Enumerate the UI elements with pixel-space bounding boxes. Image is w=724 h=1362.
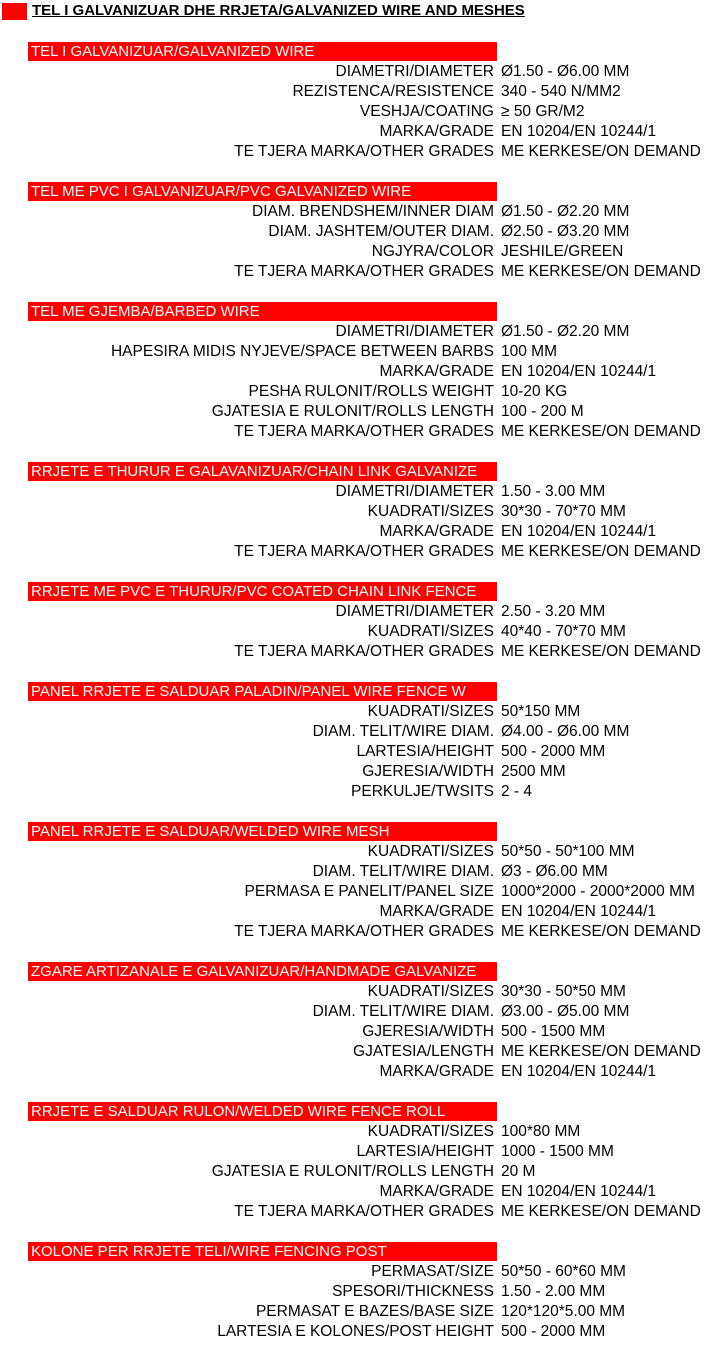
section-header[interactable]: [28, 582, 497, 601]
spec-row: [0, 762, 724, 782]
spec-value[interactable]: 120*120*5.00 MM: [501, 1303, 626, 1320]
spec-value[interactable]: 100 - 200 M: [501, 403, 584, 420]
spec-value[interactable]: EN 10204/EN 10244/1: [501, 523, 657, 540]
spec-row: [0, 1042, 724, 1062]
spec-label[interactable]: NGJYRA/COLOR: [371, 243, 494, 260]
spec-row: [0, 502, 724, 522]
spec-label[interactable]: GJATESIA E RULONIT/ROLLS LENGTH: [211, 403, 494, 420]
spec-label[interactable]: GJERESIA/WIDTH: [362, 1023, 494, 1040]
spec-value[interactable]: 500 - 2000 MM: [501, 743, 606, 760]
spec-value[interactable]: EN 10204/EN 10244/1: [501, 1183, 657, 1200]
section-header-text: RRJETE E THURUR E GALAVANIZUAR/CHAIN LINK GALVANIZE: [31, 463, 478, 480]
spec-value[interactable]: 20 M: [501, 1163, 536, 1180]
spec-value[interactable]: Ø4.00 - Ø6.00 MM: [501, 723, 630, 740]
spec-label[interactable]: GJERESIA/WIDTH: [362, 763, 494, 780]
spec-label[interactable]: TE TJERA MARKA/OTHER GRADES: [234, 263, 494, 280]
spec-value[interactable]: EN 10204/EN 10244/1: [501, 1063, 657, 1080]
spec-value[interactable]: Ø3.00 - Ø5.00 MM: [501, 1003, 630, 1020]
spec-label[interactable]: LARTESIA/HEIGHT: [356, 1143, 494, 1160]
spec-value[interactable]: JESHILE/GREEN: [501, 243, 624, 260]
spec-row: [0, 842, 724, 862]
section-header-text: PANEL RRJETE E SALDUAR/WELDED WIRE MESH: [31, 823, 390, 840]
spec-row: [0, 1302, 724, 1322]
spec-label[interactable]: DIAM. BRENDSHEM/INNER DIAM: [252, 203, 494, 220]
spec-label[interactable]: LARTESIA E KOLONES/POST HEIGHT: [217, 1323, 494, 1340]
spec-row: [0, 82, 724, 102]
spec-label[interactable]: KUADRATI/SIZES: [367, 1123, 494, 1140]
spec-row: [0, 1202, 724, 1222]
spec-row: [0, 622, 724, 642]
section-header[interactable]: [28, 1102, 497, 1121]
spec-value[interactable]: 100*80 MM: [501, 1123, 581, 1140]
section-header-text: ZGARE ARTIZANALE E GALVANIZUAR/HANDMADE GALVANIZE: [31, 963, 477, 980]
section-header[interactable]: [28, 822, 497, 841]
spec-value[interactable]: EN 10204/EN 10244/1: [501, 903, 657, 920]
spec-row: [0, 262, 724, 282]
spec-value[interactable]: ME KERKESE/ON DEMAND: [501, 923, 701, 940]
spec-row: [0, 322, 724, 342]
section-header[interactable]: [28, 42, 497, 61]
page-title: TEL I GALVANIZUAR DHE RRJETA/GALVANIZED WIRE AND MESHES: [32, 2, 525, 19]
spec-value[interactable]: 1000*2000 - 2000*2000 MM: [501, 883, 695, 900]
spec-value[interactable]: 1.50 - 3.00 MM: [501, 483, 606, 500]
spec-value[interactable]: ME KERKESE/ON DEMAND: [501, 1043, 701, 1060]
spec-row: [0, 1262, 724, 1282]
section-header-text: TEL ME PVC I GALVANIZUAR/PVC GALVANIZED WIRE: [31, 183, 412, 200]
spec-value[interactable]: ME KERKESE/ON DEMAND: [501, 543, 701, 560]
spec-row: [0, 242, 724, 262]
spec-row: [0, 62, 724, 82]
spec-label[interactable]: KUADRATI/SIZES: [367, 703, 494, 720]
spec-label[interactable]: MARKA/GRADE: [379, 903, 494, 920]
spec-value[interactable]: ME KERKESE/ON DEMAND: [501, 143, 701, 160]
spec-label[interactable]: TE TJERA MARKA/OTHER GRADES: [234, 643, 494, 660]
spec-section: [0, 962, 724, 1083]
spec-label[interactable]: GJATESIA/LENGTH: [353, 1043, 494, 1060]
section-header-text: RRJETE ME PVC E THURUR/PVC COATED CHAIN LINK FENCE: [31, 583, 477, 600]
spec-label[interactable]: DIAM. JASHTEM/OUTER DIAM.: [268, 223, 494, 240]
spec-row: [0, 522, 724, 542]
section-header[interactable]: [28, 1242, 497, 1261]
spec-row: [0, 342, 724, 362]
spec-row: [0, 422, 724, 442]
spec-row: [0, 1122, 724, 1142]
spec-value[interactable]: 340 - 540 N/MM2: [501, 83, 621, 100]
spec-value[interactable]: 2 - 4: [501, 783, 533, 800]
spec-value[interactable]: 1000 - 1500 MM: [501, 1143, 614, 1160]
spec-value[interactable]: 30*30 - 70*70 MM: [501, 503, 626, 520]
spec-row: [0, 202, 724, 222]
spec-value[interactable]: 50*50 - 60*60 MM: [501, 1263, 626, 1280]
spec-value[interactable]: ME KERKESE/ON DEMAND: [501, 423, 701, 440]
section-header[interactable]: [28, 302, 497, 321]
spec-row: [0, 722, 724, 742]
spec-label[interactable]: REZISTENCA/RESISTENCE: [292, 83, 494, 100]
spec-row: [0, 1022, 724, 1042]
section-header-text: PANEL RRJETE E SALDUAR PALADIN/PANEL WIRE FENCE W: [31, 683, 466, 700]
title-row: [0, 2, 724, 20]
spec-label[interactable]: KUADRATI/SIZES: [367, 983, 494, 1000]
spec-row: [0, 382, 724, 402]
spec-row: [0, 542, 724, 562]
spec-label[interactable]: PERMASA E PANELIT/PANEL SIZE: [244, 883, 494, 900]
spec-row: [0, 742, 724, 762]
section-header-text: TEL I GALVANIZUAR/GALVANIZED WIRE: [31, 43, 315, 60]
spec-value[interactable]: 50*50 - 50*100 MM: [501, 843, 635, 860]
spec-label[interactable]: DIAMETRI/DIAMETER: [335, 323, 494, 340]
spec-row: [0, 602, 724, 622]
spec-section: [0, 822, 724, 943]
spec-value[interactable]: Ø1.50 - Ø2.20 MM: [501, 203, 630, 220]
spec-value[interactable]: Ø1.50 - Ø6.00 MM: [501, 63, 630, 80]
spec-section: [0, 42, 724, 163]
spec-row: [0, 1322, 724, 1342]
spec-label[interactable]: HAPESIRA MIDIS NYJEVE/SPACE BETWEEN BARBS: [110, 343, 494, 360]
spec-section: [0, 1102, 724, 1223]
title-marker[interactable]: [2, 3, 27, 20]
spec-label[interactable]: VESHJA/COATING: [359, 103, 494, 120]
spec-row: [0, 402, 724, 422]
section-header[interactable]: [28, 682, 497, 701]
spec-row: [0, 922, 724, 942]
spec-section: [0, 182, 724, 283]
spec-value[interactable]: EN 10204/EN 10244/1: [501, 363, 657, 380]
spec-label[interactable]: TE TJERA MARKA/OTHER GRADES: [234, 423, 494, 440]
spec-row: [0, 362, 724, 382]
section-header[interactable]: [28, 962, 497, 981]
spec-label[interactable]: MARKA/GRADE: [379, 363, 494, 380]
spec-row: [0, 482, 724, 502]
spec-row: [0, 142, 724, 162]
spec-row: [0, 1282, 724, 1302]
spec-value[interactable]: 40*40 - 70*70 MM: [501, 623, 626, 640]
spec-row: [0, 902, 724, 922]
spec-label[interactable]: LARTESIA/HEIGHT: [356, 743, 494, 760]
spec-value[interactable]: Ø2.50 - Ø3.20 MM: [501, 223, 630, 240]
spec-row: [0, 122, 724, 142]
spec-value[interactable]: Ø1.50 - Ø2.20 MM: [501, 323, 630, 340]
spec-label[interactable]: PERMASAT/SIZE: [371, 1263, 494, 1280]
spec-row: [0, 862, 724, 882]
spec-label[interactable]: PERKULJE/TWSITS: [351, 783, 494, 800]
spec-row: [0, 222, 724, 242]
spec-value[interactable]: ME KERKESE/ON DEMAND: [501, 643, 701, 660]
spec-label[interactable]: PESHA RULONIT/ROLLS WEIGHT: [248, 383, 494, 400]
spec-row: [0, 642, 724, 662]
spec-label[interactable]: MARKA/GRADE: [379, 1183, 494, 1200]
spec-row: [0, 102, 724, 122]
section-header-text: KOLONE PER RRJETE TELI/WIRE FENCING POST: [31, 1243, 387, 1260]
spec-label[interactable]: TE TJERA MARKA/OTHER GRADES: [234, 543, 494, 560]
spec-label[interactable]: PERMASAT E BAZES/BASE SIZE: [255, 1303, 494, 1320]
section-header-text: TEL ME GJEMBA/BARBED WIRE: [31, 303, 260, 320]
spec-value[interactable]: ME KERKESE/ON DEMAND: [501, 1203, 701, 1220]
spec-row: [0, 1062, 724, 1082]
spec-row: [0, 1182, 724, 1202]
spec-label[interactable]: GJATESIA E RULONIT/ROLLS LENGTH: [211, 1163, 494, 1180]
spec-label[interactable]: KUADRATI/SIZES: [367, 843, 494, 860]
spec-label[interactable]: DIAM. TELIT/WIRE DIAM.: [312, 723, 494, 740]
section-header-text: RRJETE E SALDUAR RULON/WELDED WIRE FENCE ROLL: [31, 1103, 446, 1120]
spec-section: [0, 582, 724, 663]
spec-label[interactable]: DIAM. TELIT/WIRE DIAM.: [312, 863, 494, 880]
spec-value[interactable]: ME KERKESE/ON DEMAND: [501, 263, 701, 280]
spec-section: [0, 302, 724, 443]
spec-label[interactable]: TE TJERA MARKA/OTHER GRADES: [234, 143, 494, 160]
spec-label[interactable]: MARKA/GRADE: [379, 123, 494, 140]
spec-label[interactable]: MARKA/GRADE: [379, 1063, 494, 1080]
spec-row: [0, 982, 724, 1002]
spec-value[interactable]: ≥ 50 GR/M2: [501, 103, 585, 120]
spec-label[interactable]: TE TJERA MARKA/OTHER GRADES: [234, 1203, 494, 1220]
section-header[interactable]: [28, 182, 497, 201]
spec-section: [0, 682, 724, 803]
spec-value[interactable]: 50*150 MM: [501, 703, 581, 720]
spec-value[interactable]: 2.50 - 3.20 MM: [501, 603, 606, 620]
spec-value[interactable]: 500 - 2000 MM: [501, 1323, 606, 1340]
spec-row: [0, 882, 724, 902]
spec-row: [0, 1162, 724, 1182]
spec-label[interactable]: DIAM. TELIT/WIRE DIAM.: [312, 1003, 494, 1020]
spec-label[interactable]: DIAMETRI/DIAMETER: [335, 603, 494, 620]
spec-value[interactable]: 100 MM: [501, 343, 557, 360]
spec-label[interactable]: SPESORI/THICKNESS: [332, 1283, 494, 1300]
spec-row: [0, 1142, 724, 1162]
spec-value[interactable]: Ø3 - Ø6.00 MM: [501, 863, 608, 880]
section-header[interactable]: [28, 462, 497, 481]
spec-value[interactable]: EN 10204/EN 10244/1: [501, 123, 657, 140]
spec-label[interactable]: KUADRATI/SIZES: [367, 623, 494, 640]
spec-section: [0, 462, 724, 563]
spec-value[interactable]: 30*30 - 50*50 MM: [501, 983, 626, 1000]
spec-row: [0, 1002, 724, 1022]
spec-label[interactable]: DIAMETRI/DIAMETER: [335, 63, 494, 80]
spec-value[interactable]: 2500 MM: [501, 763, 566, 780]
spec-row: [0, 702, 724, 722]
spec-value[interactable]: 1.50 - 2.00 MM: [501, 1283, 606, 1300]
spec-value[interactable]: 500 - 1500 MM: [501, 1023, 606, 1040]
spec-section: [0, 1242, 724, 1343]
spec-value[interactable]: 10-20 KG: [501, 383, 568, 400]
spec-label[interactable]: TE TJERA MARKA/OTHER GRADES: [234, 923, 494, 940]
spec-label[interactable]: KUADRATI/SIZES: [367, 503, 494, 520]
spec-label[interactable]: DIAMETRI/DIAMETER: [335, 483, 494, 500]
spec-label[interactable]: MARKA/GRADE: [379, 523, 494, 540]
spec-row: [0, 782, 724, 802]
